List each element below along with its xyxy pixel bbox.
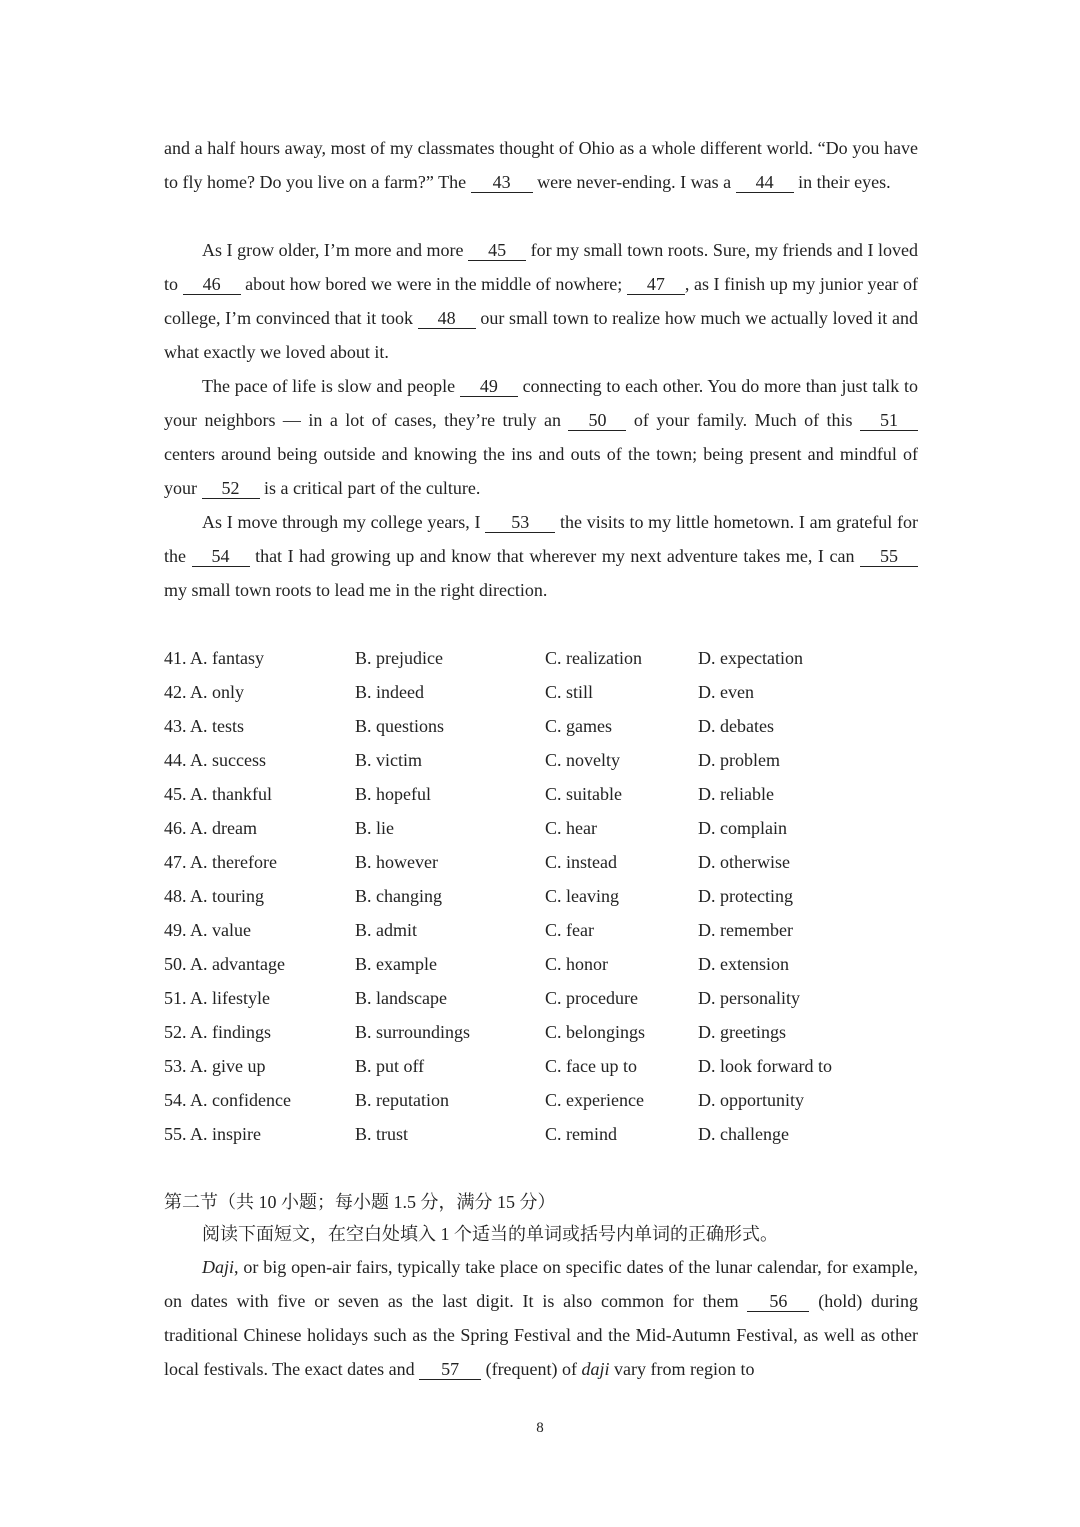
option-d[interactable]: D. remember [698, 920, 793, 940]
option-b[interactable]: B. questions [355, 716, 445, 736]
blank-53[interactable]: 53 [485, 512, 555, 533]
option-c[interactable]: C. instead [545, 852, 617, 872]
option-a[interactable]: 55. A. inspire [164, 1124, 261, 1144]
option-row-54 [164, 1083, 924, 1117]
option-c[interactable]: C. games [545, 716, 612, 736]
blank-52[interactable]: 52 [202, 478, 260, 499]
option-c[interactable]: C. experience [545, 1090, 644, 1110]
option-c[interactable]: C. honor [545, 954, 608, 974]
blank-49[interactable]: 49 [460, 376, 518, 397]
blank-50[interactable]: 50 [568, 410, 626, 431]
option-row-44 [164, 743, 924, 777]
option-b[interactable]: B. put off [355, 1056, 425, 1076]
option-c[interactable]: C. still [545, 682, 594, 702]
blank-46[interactable]: 46 [183, 274, 241, 295]
option-b[interactable]: B. changing [355, 886, 442, 906]
option-a[interactable]: 41. A. fantasy [164, 648, 264, 668]
option-b[interactable]: B. hopeful [355, 784, 431, 804]
option-a[interactable]: 54. A. confidence [164, 1090, 291, 1110]
passage-paragraph-3 [164, 369, 918, 505]
option-a[interactable]: 42. A. only [164, 682, 245, 702]
option-row-55 [164, 1117, 924, 1151]
blank-56[interactable]: 56 [747, 1291, 809, 1312]
option-a[interactable]: 44. A. success [164, 750, 266, 770]
option-row-48 [164, 879, 924, 913]
section-instruction: 阅读下面短文，在空白处填入 1 个适当的单词或括号内单词的正确形式。 [202, 1224, 778, 1244]
option-b[interactable]: B. indeed [355, 682, 424, 702]
text-run: our small town to realize how much we actually loved it and what exactly we loved about it. [164, 308, 919, 362]
option-c[interactable]: C. remind [545, 1124, 617, 1144]
option-b[interactable]: B. however [355, 852, 438, 872]
text-run: in their eyes. [793, 172, 891, 192]
option-c[interactable]: C. suitable [545, 784, 622, 804]
section-title: 第二节（共 10 小题；每小题 1.5 分，满分 15 分） [164, 1192, 556, 1212]
option-row-45 [164, 777, 924, 811]
option-c[interactable]: C. realization [545, 648, 642, 668]
option-a[interactable]: 50. A. advantage [164, 954, 285, 974]
option-b[interactable]: B. trust [355, 1124, 409, 1144]
text-run: The pace of life is slow and people [202, 376, 460, 396]
option-d[interactable]: D. otherwise [698, 852, 790, 872]
text-run: As I grow older, I’m more and more [202, 240, 469, 260]
term-daji: daji [581, 1359, 610, 1379]
option-c[interactable]: C. fear [545, 920, 594, 940]
text-run: about how bored we were in the middle of nowhere; [240, 274, 627, 294]
text-run: of your family. Much of this [626, 410, 860, 430]
option-b[interactable]: B. lie [355, 818, 394, 838]
option-c[interactable]: C. face up to [545, 1056, 637, 1076]
text-run: the visits to my little hometown. I am grateful for the [164, 512, 918, 566]
option-d[interactable]: D. even [698, 682, 754, 702]
option-a[interactable]: 45. A. thankful [164, 784, 272, 804]
passage-paragraph-1 [164, 131, 918, 199]
option-d[interactable]: D. problem [698, 750, 780, 770]
text-run: vary from region to [609, 1359, 755, 1379]
blank-51[interactable]: 51 [860, 410, 918, 431]
text-run: connecting to each other. You do more than just talk to your neighbors — in a lot of cases, they’re truly an [164, 376, 918, 430]
option-c[interactable]: C. hear [545, 818, 597, 838]
passage-paragraph-section2 [164, 1250, 918, 1386]
option-d[interactable]: D. reliable [698, 784, 774, 804]
text-run: As I move through my college years, I [202, 512, 486, 532]
option-d[interactable]: D. extension [698, 954, 789, 974]
option-d[interactable]: D. debates [698, 716, 774, 736]
passage-paragraph-4 [164, 505, 918, 607]
option-row-47 [164, 845, 924, 879]
option-b[interactable]: B. admit [355, 920, 417, 940]
option-row-42 [164, 675, 924, 709]
text-run: , or big open-air fairs, typically take place on specific dates of the lunar calendar, for example, on dates with five or seven as the last digit. It is also common for them [164, 1257, 918, 1311]
option-b[interactable]: B. example [355, 954, 437, 974]
text-run: were never-ending. I was a [532, 172, 736, 192]
text-run: , as I finish up my junior year of college, I’m convinced that it took [164, 274, 918, 328]
option-a[interactable]: 52. A. findings [164, 1022, 272, 1042]
text-run: for my small town roots. Sure, my friends and I loved to [164, 240, 918, 294]
option-b[interactable]: B. surroundings [355, 1022, 471, 1042]
option-c[interactable]: C. leaving [545, 886, 619, 906]
blank-48[interactable]: 48 [418, 308, 476, 329]
option-row-51 [164, 981, 924, 1015]
option-b[interactable]: B. prejudice [355, 648, 443, 668]
option-row-52 [164, 1015, 924, 1049]
option-d[interactable]: D. greetings [698, 1022, 786, 1042]
option-a[interactable]: 48. A. touring [164, 886, 265, 906]
blank-55[interactable]: 55 [860, 546, 918, 567]
option-c[interactable]: C. procedure [545, 988, 638, 1008]
blank-45[interactable]: 45 [468, 240, 526, 261]
text-run: (frequent) of [481, 1359, 582, 1379]
option-a[interactable]: 49. A. value [164, 920, 251, 940]
option-b[interactable]: B. victim [355, 750, 422, 770]
text-run: that I had growing up and know that wherever my next adventure takes me, I can [249, 546, 860, 566]
option-a[interactable]: 53. A. give up [164, 1056, 266, 1076]
option-row-53 [164, 1049, 924, 1083]
blank-54[interactable]: 54 [192, 546, 250, 567]
option-row-46 [164, 811, 924, 845]
option-d[interactable]: D. opportunity [698, 1090, 804, 1110]
option-row-41 [164, 641, 924, 675]
text-run: (hold) during traditional Chinese holidays such as the Spring Festival and the Mid-Autumn Festival, as well as other local festivals. The exact dates and [164, 1291, 918, 1379]
option-b[interactable]: B. landscape [355, 988, 447, 1008]
option-c[interactable]: C. belongings [545, 1022, 646, 1042]
option-a[interactable]: 47. A. therefore [164, 852, 277, 872]
blank-47[interactable]: 47 [627, 274, 685, 295]
text-run: is a critical part of the culture. [259, 478, 481, 498]
term-daji: Daji [202, 1257, 235, 1277]
option-d[interactable]: D. expectation [698, 648, 803, 668]
option-d[interactable]: D. look forward to [698, 1056, 832, 1076]
option-row-43 [164, 709, 924, 743]
page-number: 8 [536, 1420, 544, 1436]
blank-43[interactable]: 43 [471, 172, 533, 193]
option-d[interactable]: D. complain [698, 818, 787, 838]
option-c[interactable]: C. novelty [545, 750, 620, 770]
text-run: and a half hours away, most of my classmates thought of Ohio as a whole different world. “Do you have to fly home? Do you live on a farm?” The [164, 138, 918, 192]
passage-paragraph-2 [164, 233, 918, 369]
blank-57[interactable]: 57 [419, 1359, 481, 1380]
answer-options-table [164, 641, 924, 1151]
text-run: my small town roots to lead me in the right direction. [164, 580, 548, 600]
text-run: centers around being outside and knowing the ins and outs of the town; being present and mindful of your [164, 444, 918, 498]
blank-44[interactable]: 44 [736, 172, 794, 193]
option-a[interactable]: 51. A. lifestyle [164, 988, 270, 1008]
option-d[interactable]: D. protecting [698, 886, 793, 906]
option-a[interactable]: 46. A. dream [164, 818, 257, 838]
option-d[interactable]: D. challenge [698, 1124, 789, 1144]
option-d[interactable]: D. personality [698, 988, 800, 1008]
option-row-49 [164, 913, 924, 947]
option-a[interactable]: 43. A. tests [164, 716, 245, 736]
option-row-50 [164, 947, 924, 981]
option-b[interactable]: B. reputation [355, 1090, 449, 1110]
